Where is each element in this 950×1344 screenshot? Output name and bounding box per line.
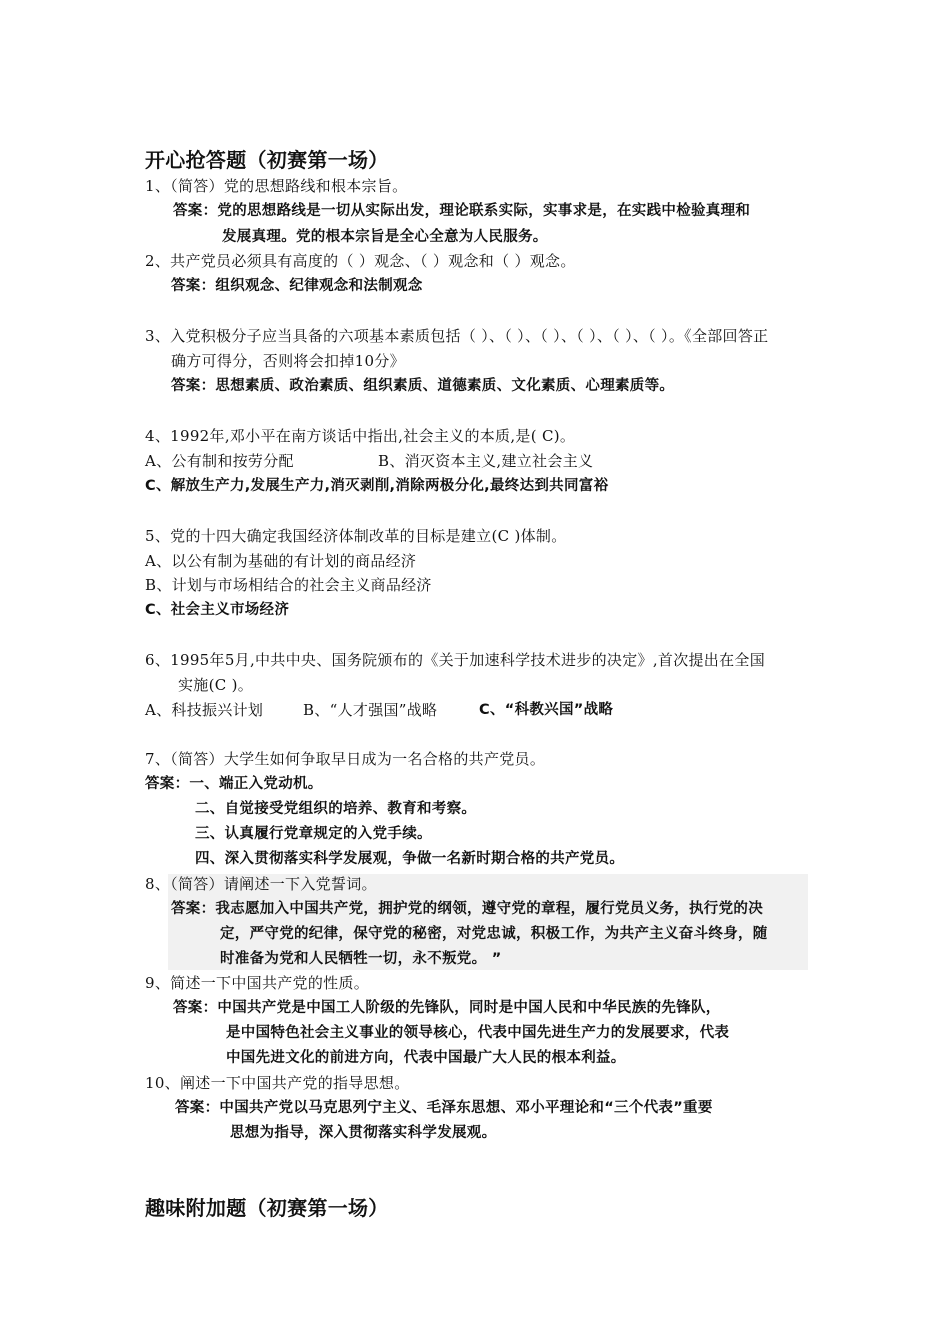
question-4: 4、1992年,邓小平在南方谈话中指出,社会主义的本质,是( C)。: [145, 427, 576, 445]
answer-7-line-3: 三、认真履行党章规定的入党手续。: [195, 826, 432, 842]
question-2: 2、共产党员必须具有高度的（ ）观念、（ ）观念和（ ）观念。: [145, 252, 576, 270]
question-6-line-2: 实施(C )。: [178, 676, 254, 694]
question-6-option-c: C、“科教兴国”战略: [479, 702, 614, 718]
section-title-2: 趣味附加题（初赛第一场）: [145, 1196, 389, 1220]
question-5: 5、党的十四大确定我国经济体制改革的目标是建立(C )体制。: [145, 527, 567, 545]
answer-8-line-3: 时准备为党和人民牺牲一切，永不叛党。 ”: [220, 951, 502, 967]
question-9: 9、简述一下中国共产党的性质。: [145, 974, 370, 992]
question-6-line-1: 6、1995年5月,中共中央、国务院颁布的《关于加速科学技术进步的决定》,首次提出在全国: [145, 651, 766, 669]
answer-1-line-2: 发展真理。党的根本宗旨是全心全意为人民服务。: [222, 229, 548, 245]
answer-9-line-2: 是中国特色社会主义事业的领导核心，代表中国先进生产力的发展要求，代表: [226, 1025, 730, 1041]
answer-3: 答案：思想素质、政治素质、组织素质、道德素质、文化素质、心理素质等。: [171, 378, 675, 394]
question-7: 7、（简答）大学生如何争取早日成为一名合格的共产党员。: [145, 750, 546, 768]
question-5-option-a: A、以公有制为基础的有计划的商品经济: [145, 552, 417, 570]
question-4-option-c: C、解放生产力,发展生产力,消灭剥削,消除两极分化,最终达到共同富裕: [145, 478, 609, 494]
question-3-line-1: 3、入党积极分子应当具备的六项基本素质包括（ ）、（ ）、（ ）、（ ）、（ ）、（ ）。《全部回答正: [145, 327, 769, 345]
question-4-option-a: A、公有制和按劳分配: [145, 452, 294, 470]
question-10: 10、阐述一下中国共产党的指导思想。: [145, 1074, 410, 1092]
answer-9-line-1: 答案：中国共产党是中国工人阶级的先锋队，同时是中国人民和中华民族的先锋队，: [173, 1000, 721, 1016]
answer-7-line-4: 四、深入贯彻落实科学发展观，争做一名新时期合格的共产党员。: [195, 851, 625, 867]
question-6-option-b: B、“人才强国”战略: [303, 701, 438, 719]
answer-1-line-1: 答案：党的思想路线是一切从实际出发，理论联系实际，实事求是，在实践中检验真理和: [173, 203, 751, 219]
question-6-option-a: A、科技振兴计划: [145, 701, 264, 719]
answer-2: 答案：组织观念、纪律观念和法制观念: [171, 278, 423, 294]
section-title-1: 开心抢答题（初赛第一场）: [145, 148, 389, 172]
question-5-option-c: C、社会主义市场经济: [145, 602, 290, 618]
answer-8-line-1: 答案：我志愿加入中国共产党，拥护党的纲领，遵守党的章程，履行党员义务，执行党的决: [171, 901, 763, 917]
question-1: 1、（简答）党的思想路线和根本宗旨。: [145, 177, 408, 195]
answer-8-line-2: 定，严守党的纪律，保守党的秘密，对党忠诚，积极工作，为共产主义奋斗终身，随: [220, 926, 768, 942]
answer-10-line-2: 思想为指导，深入贯彻落实科学发展观。: [230, 1125, 497, 1141]
question-3-line-2: 确方可得分，否则将会扣掉10分》: [171, 352, 405, 370]
question-4-option-b: B、消灭资本主义,建立社会主义: [378, 452, 594, 470]
question-5-option-b: B、计划与市场相结合的社会主义商品经济: [145, 576, 432, 594]
question-8: 8、（简答）请阐述一下入党誓词。: [145, 875, 377, 893]
answer-9-line-3: 中国先进文化的前进方向，代表中国最广大人民的根本利益。: [226, 1050, 626, 1066]
answer-7-line-1: 答案：一、端正入党动机。: [145, 776, 323, 792]
answer-10-line-1: 答案：中国共产党以马克思列宁主义、毛泽东思想、邓小平理论和“三个代表”重要: [175, 1100, 713, 1116]
answer-7-line-2: 二、自觉接受党组织的培养、教育和考察。: [195, 801, 477, 817]
